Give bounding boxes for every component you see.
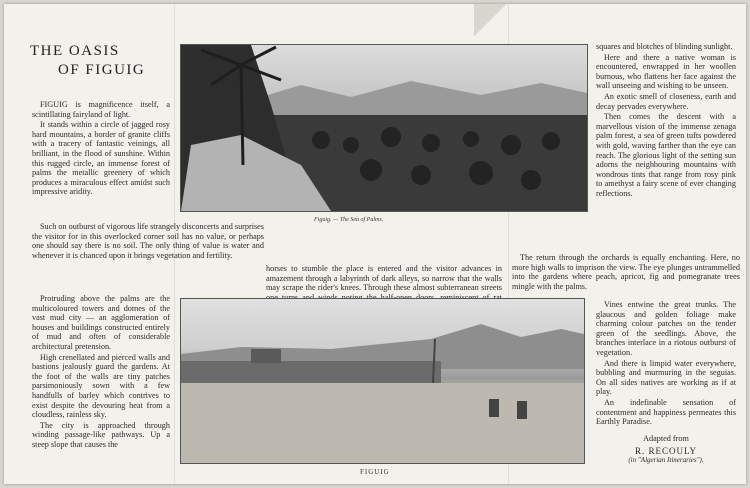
paragraph: Here and there a native woman is encountered, enwrapped in her woollen burnous, who flattens her face against the wall unseeing and wishing to be unseen. [596, 52, 736, 91]
right-wide-paragraph [512, 253, 740, 292]
left-column [32, 294, 170, 451]
paragraph: Such on outburst of vigorous life strangely disconcerts and surprises the visitor for in this overlocked corner soil has no value, or perhaps one should say there is no soil. The only thing of value is water and whenever it is chanced upon it brings vegetation and fertility. [32, 222, 264, 260]
credit-author: R. RECOULY [634, 445, 698, 456]
paragraph: Vines entwine the great trunks. The glaucous and golden foliage make charming colour patches on the tender green of the seedlings. Above, the branches interlace in a riotous outburst of vegetation. [596, 300, 736, 357]
paragraph: An exotic smell of closeness, earth and decay pervades everywhere. [596, 91, 736, 111]
desert-town-illustration [181, 299, 584, 463]
paragraph: Then comes the descent with a marvellous vision of the immense zenaga palm forest, a sea of green tufts powdered with gold, waving farther than the eye can reach. The glorious light of the setting sun adorns the neighbouring mountains with wondrous tints that range from rosy pink to amethyst a fairy scene of ever changing reflections. [596, 112, 736, 198]
wide-paragraph [32, 222, 264, 261]
paragraph: The city is approached through winding passage-like pathways. Up a steep slope that causes the [32, 420, 170, 449]
paragraph: High crenellated and pierced walls and bastions jealously guard the gardens. At the foot of the walls are tiny patches parsimoniously sown with a few handfulls of barley which contrives to exist despite the devouring heat from a cloudless, rainless sky. [32, 352, 170, 420]
title-line-1: THE OASIS [30, 43, 120, 59]
paragraph: FIGUIG is magnificence itself, a scintillating fairyland of light. [32, 100, 170, 119]
photo-sea-of-palms [180, 44, 588, 212]
paragraph: And there is limpid water everywhere, bubbling and murmuring in the seguias. On all sides natives are working as if at play. [596, 358, 736, 397]
credit-adapted: Adapted from [643, 434, 689, 443]
paragraph: The return through the orchards is equally enchanting. Here, no more high walls to imprison the view. The eye plunges untrammelled into the gardens where peach, apricot, fig and pomegranate trees mingle with the palms. [512, 253, 740, 291]
credit-source: (in "Algerian Itineraries"). [628, 456, 704, 465]
right-column [596, 42, 736, 200]
paragraph: horses to stumble the place is entered and the visitor advances in amazement through a labyrinth of dark alleys, so narrow that the walls may scrape the rider's knees. Through these almost subterranean streets [266, 264, 502, 293]
document-page [4, 4, 746, 484]
credit-block [596, 434, 736, 466]
right-lower-column [596, 300, 736, 428]
intro-column [32, 100, 170, 198]
photo1-caption: Figuig. — The Sea of Palms. [314, 217, 384, 223]
photo2-caption: FIGUIG [360, 468, 390, 476]
paragraph: Protruding above the palms are the multicoloured towers and domes of the vast mud city — an agglomeration of houses and buildings constructed entirely of mud and often of considerable architectural pretension. [32, 294, 170, 351]
palm-landscape-illustration [181, 45, 587, 211]
paper-tear [474, 4, 514, 44]
paragraph: squares and blotches of blinding sunlight. [596, 42, 733, 51]
photo-figuig-town [180, 298, 585, 464]
paragraph: An indefinable sensation of contentment and happiness permeates this Earthly Paradise. [596, 397, 736, 427]
paragraph: It stands within a circle of jagged rosy hard mountains, a border of granite cliffs with a tracery of fantastic veinings, all brilliant, in the flood of sunshine. Within this rugged circle, an immense forest of palms the metallic greenery of which produces a miraculous effect amidst such impressive aridity. [32, 120, 170, 197]
article-title [30, 42, 170, 80]
title-line-2: OF FIGUIG [58, 62, 146, 78]
